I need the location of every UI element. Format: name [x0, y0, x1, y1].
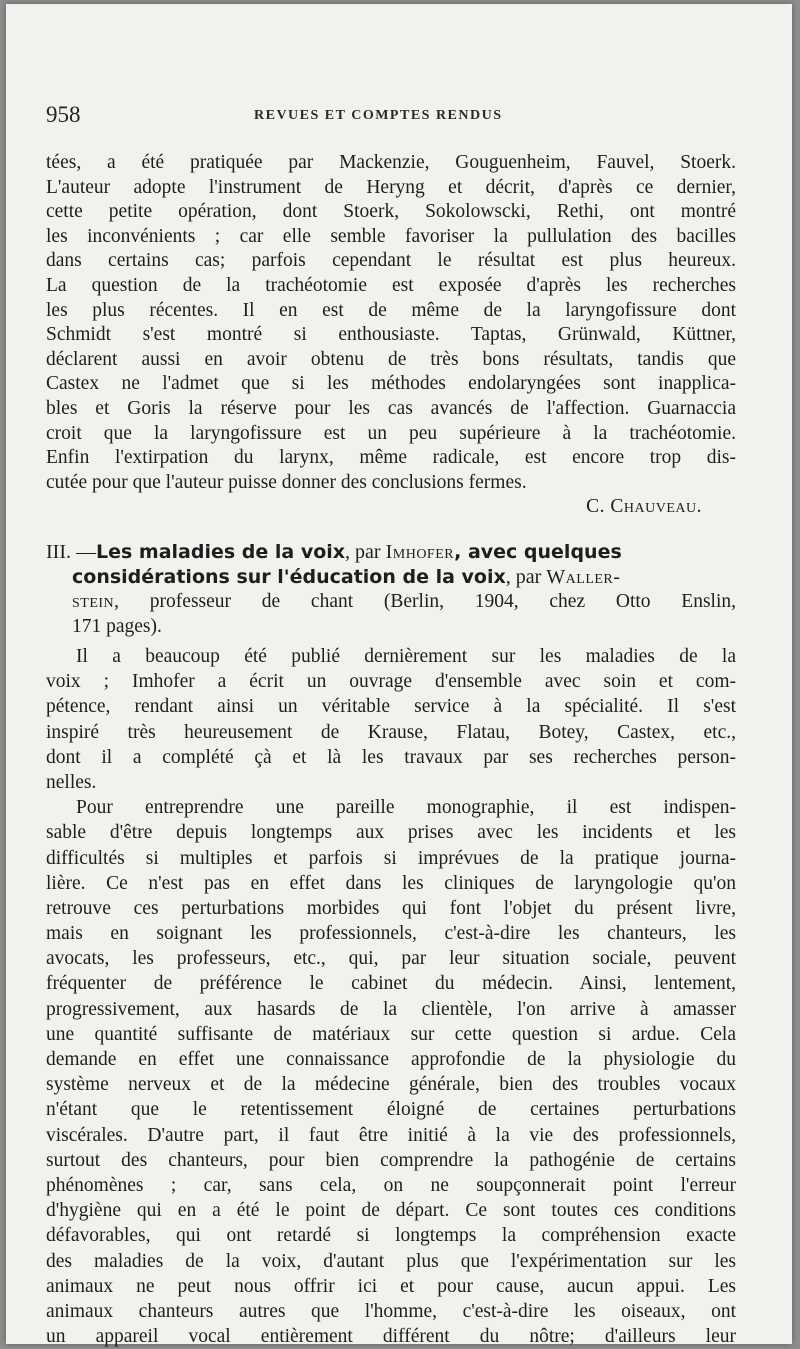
text-line: retrouve ces perturbations morbides qui font l'objet du présent livre,	[46, 897, 736, 919]
second-author-name-end: stein	[72, 591, 115, 612]
text-line: dans certains cas; parfois cependant le résultat est plus heureux.	[46, 250, 736, 272]
second-author-name: Waller-	[546, 566, 621, 588]
text-line: déclarent aussi en avoir obtenu de très bons résultats, tandis que	[46, 348, 736, 370]
previous-review-ending	[46, 151, 736, 520]
section-number: III.	[46, 541, 71, 563]
text-line: pétence, rendant ainsi un véritable service à la spécialité. Il s'est	[46, 696, 736, 718]
section-heading-line-1	[46, 540, 736, 565]
text-line: un appareil vocal entièrement différent du nôtre; d'ailleurs leur	[46, 1326, 736, 1348]
text-line: nelles.	[46, 771, 97, 793]
text-line: d'hygiène qui en a été le point de départ. Ce sont toutes ces conditions	[46, 1200, 736, 1222]
text-line: avocats, les professeurs, etc., qui, par leur situation sociale, peuvent	[46, 948, 736, 970]
review-body	[46, 644, 736, 1349]
book-page	[6, 4, 792, 1348]
text-line: Castex ne l'admet que si les méthodes endolaryngées sont inapplica-	[46, 373, 736, 395]
text-line: les plus récentes. Il en est de même de la laryngofissure dont	[46, 299, 736, 321]
text-line: mais en soignant les professionnels, c'est-à-dire les chanteurs, les	[46, 923, 736, 945]
text-line: animaux ne peut nous offrir ici et pour cause, aucun appui. Les	[46, 1275, 736, 1297]
text-line: inspiré très heureusement de Krause, Flatau, Botey, Castex, etc.,	[46, 721, 736, 743]
text-line: L'auteur adopte l'instrument de Heryng et décrit, d'après ce dernier,	[46, 176, 736, 198]
text-line: Schmidt s'est montré si enthousiaste. Taptas, Grünwald, Küttner,	[46, 324, 736, 346]
text-line: bles et Goris la réserve pour les cas avancés de l'affection. Guarnaccia	[46, 397, 736, 419]
text-line: défavorables, qui ont retardé si longtemps la compréhension exacte	[46, 1225, 736, 1247]
review-signature: C. Chauveau.	[586, 496, 702, 518]
text-line: difficultés si multiples et parfois si imprévues de la pratique journa-	[46, 847, 736, 869]
text-line: fréquenter de préférence le cabinet du médecin. Ainsi, lentement,	[46, 973, 736, 995]
publication-pages: 171 pages).	[72, 615, 162, 637]
text-line: demande en effet une connaissance approfondie de la physiologie du	[46, 1049, 736, 1070]
text-line: surtout des chanteurs, pour bien comprendre la pathogénie de certains	[46, 1149, 736, 1171]
heading-by-2: , par	[505, 566, 547, 588]
text-line: une quantité suffisante de matériaux sur cette question si ardue. Cela	[46, 1023, 736, 1045]
page-header	[46, 102, 766, 132]
book-title-continued: considérations sur l'éducation de la voix	[72, 566, 506, 588]
text-line: Pour entreprendre une pareille monographie, il est indispen-	[76, 797, 736, 819]
running-title: REVUES ET COMPTES RENDUS	[254, 108, 503, 123]
text-line: phénomènes ; car, sans cela, on ne soupçonnerait point l'erreur	[46, 1174, 736, 1196]
section-heading	[46, 540, 736, 639]
text-line: tées, a été pratiquée par Mackenzie, Gouguenheim, Fauvel, Stoerk.	[46, 152, 736, 173]
section-heading-line-2	[46, 565, 736, 590]
text-line: des maladies de la voix, d'autant plus que l'expérimentation sur les	[46, 1250, 736, 1272]
book-title: Les maladies de la voix	[95, 541, 346, 563]
text-line: Il a beaucoup été publié dernièrement sur les maladies de la	[76, 646, 736, 667]
text-line: système nerveux et de la médecine générale, bien des troubles vocaux	[46, 1074, 736, 1096]
text-line: cutée pour que l'auteur puisse donner des conclusions fermes.	[46, 471, 527, 493]
text-line: sable d'être depuis longtemps aux prises avec les incidents et les	[46, 822, 736, 844]
text-line: lière. Ce n'est pas en effet dans les cliniques de laryngologie qu'on	[46, 872, 736, 894]
heading-dash: —	[70, 541, 96, 563]
section-heading-line-3	[46, 590, 736, 615]
text-line: les inconvénients ; car elle semble favoriser la pullulation des bacilles	[46, 225, 736, 247]
text-line: dont il a complété çà et là les travaux par ses recherches person-	[46, 746, 736, 768]
heading-by: , par	[345, 541, 386, 563]
heading-with: , avec quelques	[454, 541, 622, 563]
text-line: croit que la laryngofissure est un peu supérieure à la trachéotomie.	[46, 422, 736, 444]
text-line: cette petite opération, dont Stoerk, Sokolowscki, Rethi, ont montré	[46, 201, 736, 223]
author-name: Imhofer	[385, 541, 455, 563]
text-line: voix ; Imhofer a écrit un ouvrage d'ensemble avec soin et com-	[46, 671, 736, 693]
text-line: Enfin l'extirpation du larynx, même radicale, est encore trop dis-	[46, 447, 736, 469]
text-line: La question de la trachéotomie est exposée d'après les recherches	[46, 274, 736, 296]
text-line: n'étant que le retentissement éloigné de certaines perturbations	[46, 1099, 736, 1121]
text-line: viscérales. D'autre part, il faut être initié à la vie des professionnels,	[46, 1124, 736, 1146]
page-number: 958	[46, 102, 81, 127]
publication-details: , professeur de chant (Berlin, 1904, chez Otto Enslin,	[114, 591, 736, 612]
text-line: animaux chanteurs autres que l'homme, c'est-à-dire les oiseaux, ont	[46, 1300, 736, 1322]
text-line: progressivement, aux hasards de la clientèle, l'on arrive à amasser	[46, 998, 736, 1020]
